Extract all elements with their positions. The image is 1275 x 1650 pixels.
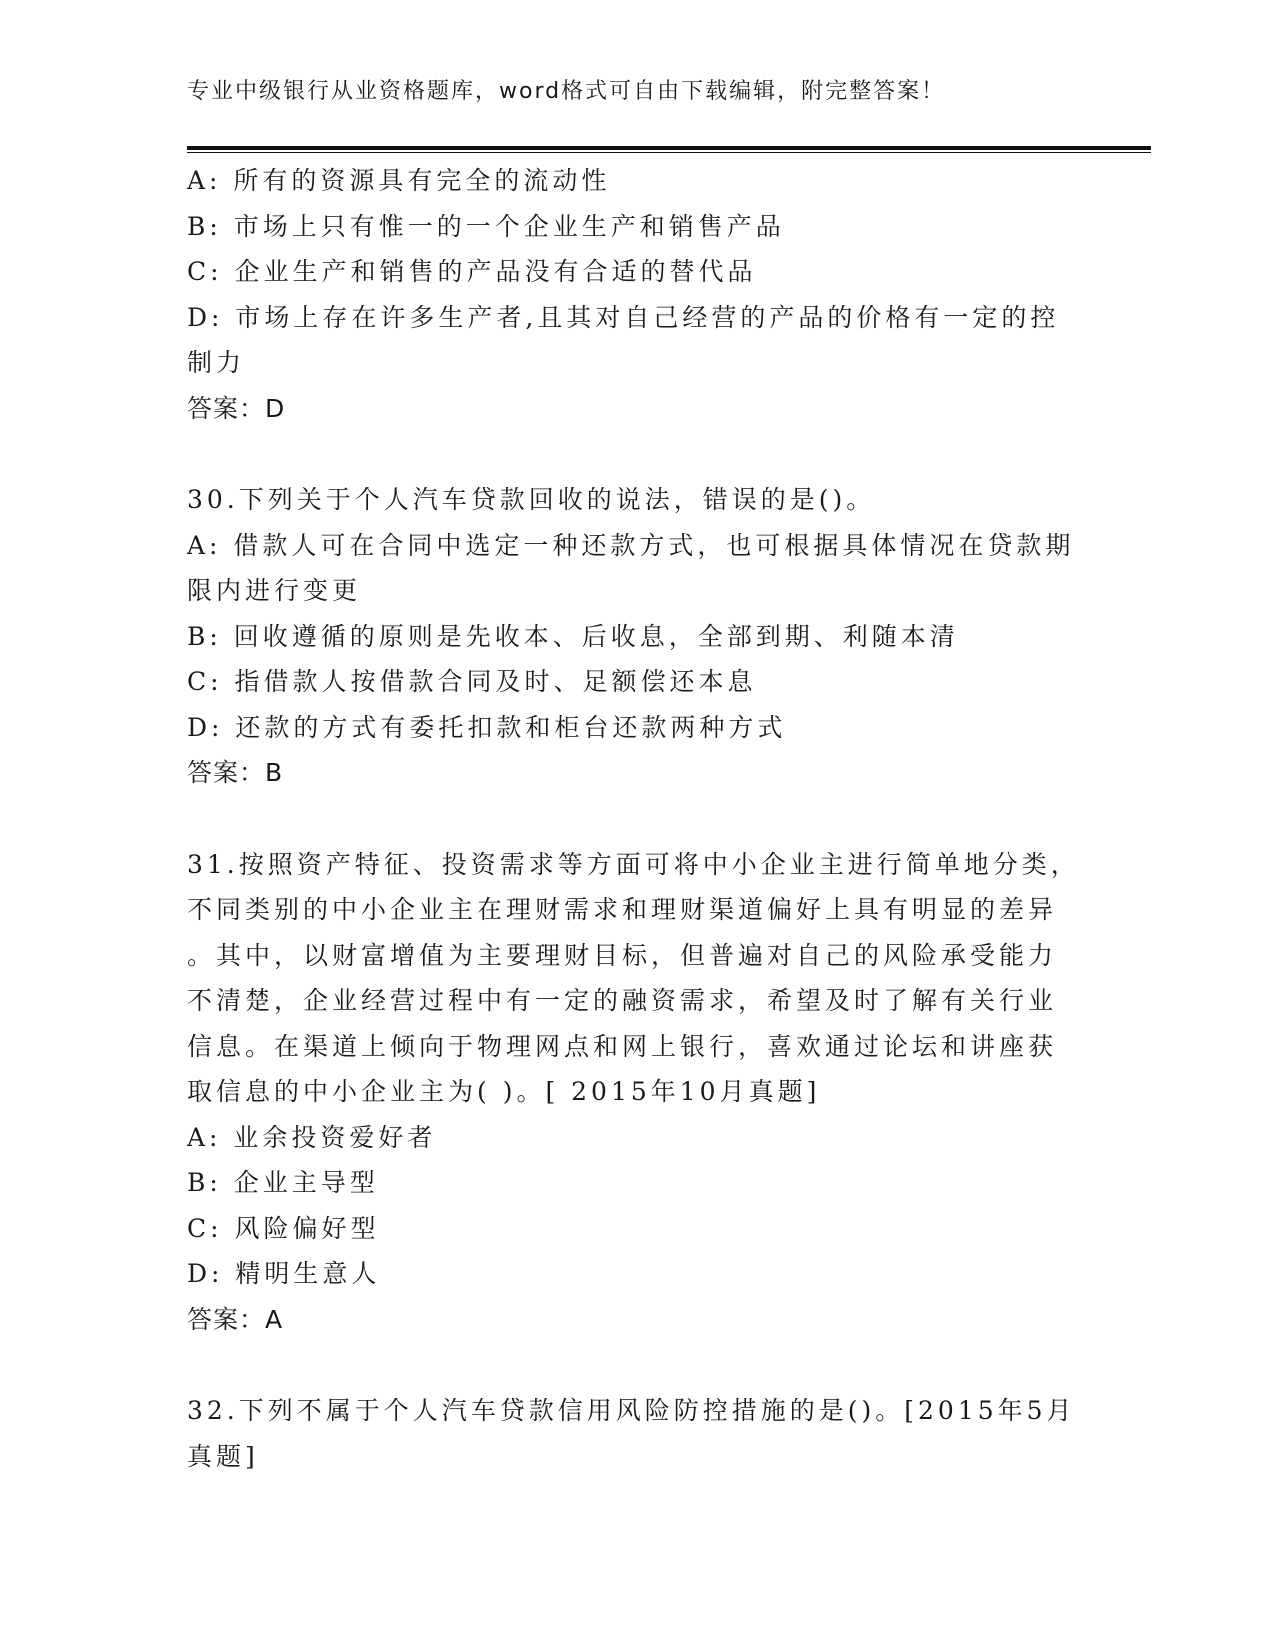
option-c: C: 风险偏好型	[187, 1213, 380, 1243]
answer: 答案：B	[187, 758, 284, 787]
option-a: A: 业余投资爱好者	[187, 1122, 437, 1152]
option-b: B: 回收遵循的原则是先收本、后收息，全部到期、利随本清	[187, 621, 959, 651]
header-rule-thin	[187, 152, 1151, 153]
option-c: C: 指借款人按借款合同及时、足额偿还本息	[187, 667, 757, 696]
question-block-32	[187, 1388, 1087, 1479]
question-stem: 31.按照资产特征、投资需求等方面可将中小企业主进行简单地分类，	[187, 849, 1080, 879]
question-stem-cont: 取信息的中小企业主为( )。[ 2015年10月真题]	[187, 1077, 821, 1106]
question-block-31	[187, 842, 1087, 1343]
option-a: A: 所有的资源具有完全的流动性	[187, 166, 611, 195]
question-stem: 32.下列不属于个人汽车贷款信用风险防控措施的是()。[2015年5月	[187, 1396, 1076, 1425]
question-block-30	[187, 477, 1087, 796]
option-d: D: 精明生意人	[187, 1259, 381, 1288]
question-content	[187, 158, 1087, 1479]
page-header: 专业中级银行从业资格题库，word格式可自由下载编辑，附完整答案！	[187, 79, 946, 104]
answer: 答案：A	[187, 1304, 284, 1334]
option-c: C: 企业生产和销售的产品没有合适的替代品	[187, 257, 757, 286]
option-a-cont: 限内进行变更	[187, 576, 362, 605]
question-stem-cont: 真题]	[187, 1441, 259, 1471]
question-block-29	[187, 158, 1087, 431]
option-a: A: 借款人可在合同中选定一种还款方式，也可根据具体情况在贷款期	[187, 530, 1075, 560]
option-b: B: 市场上只有惟一的一个企业生产和销售产品	[187, 211, 785, 241]
question-stem-cont: 不清楚，企业经营过程中有一定的融资需求，希望及时了解有关行业	[187, 986, 1058, 1015]
question-stem-cont: 不同类别的中小企业主在理财需求和理财渠道偏好上具有明显的差异	[187, 895, 1058, 924]
option-d: D: 市场上存在许多生产者,且其对自己经营的产品的价格有一定的控	[187, 302, 1060, 332]
option-b: B: 企业主导型	[187, 1168, 379, 1197]
answer: 答案：D	[187, 393, 286, 423]
header-rule	[187, 146, 1151, 150]
question-stem-cont: 。其中，以财富增值为主要理财目标，但普遍对自己的风险承受能力	[187, 940, 1058, 970]
question-stem: 30.下列关于个人汽车贷款回收的说法，错误的是()。	[187, 485, 876, 514]
option-d-cont: 制力	[187, 348, 246, 377]
option-d: D: 还款的方式有委托扣款和柜台还款两种方式	[187, 712, 787, 742]
question-stem-cont: 信息。在渠道上倾向于物理网点和网上银行，喜欢通过论坛和讲座获	[187, 1031, 1058, 1061]
